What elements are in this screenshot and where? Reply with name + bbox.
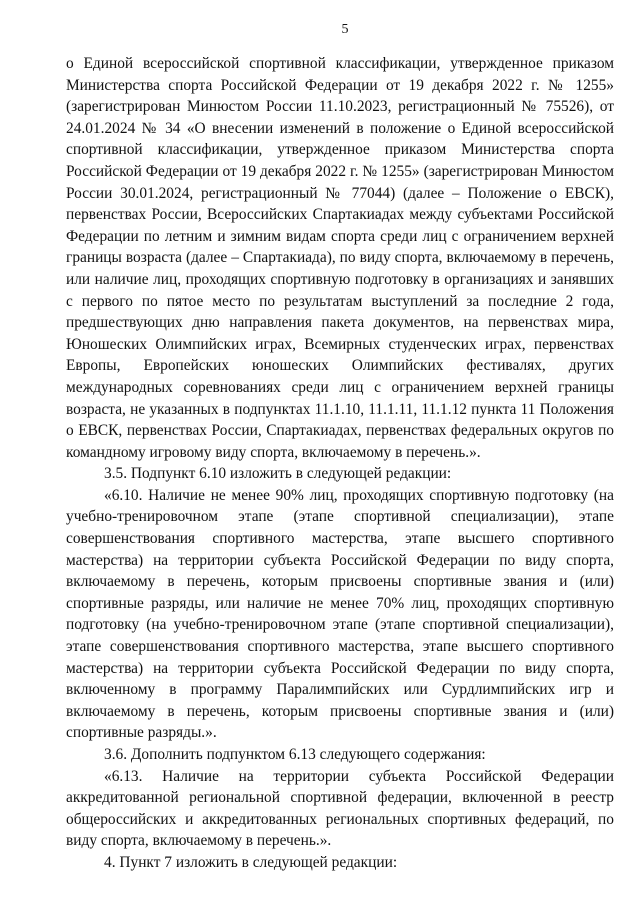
page-number: 5 bbox=[341, 22, 349, 37]
paragraph-item-4: 4. Пункт 7 изложить в следующей редакции: bbox=[104, 853, 398, 871]
document-body bbox=[66, 53, 614, 874]
paragraph-item-3-6: 3.6. Дополнить подпунктом 6.13 следующего содержания: bbox=[104, 746, 486, 763]
paragraph-continuation: о Единой всероссийской спортивной классификации, утвержденное приказом Министерства спорта Российской Федерации от 19 декабря 2022 г. № 1255» (зарегистрирован Минюстом России 11.10.2023, регистрационный № 75526), от 24.01.2024 № 34 «О внесении изменений в положение о Единой всероссийской спортивной классификации, утвержденное приказом Министерства спорта Российской Федерации от 19 декабря 2022 г. № 1255» (зарегистрирован Минюстом России 30.01.2024, регистрационный № 77044) (далее – Положение о ЕВСК), первенствах России, Всероссийских Спартакиадах между субъектами Российской Федерации по летним и зимним видам спорта среди лиц с ограничением верхней границы возраста (далее – Спартакиада), по виду спорта, включаемому в перечень, или наличие лиц, проходящих спортивную подготовку в организациях и занявших с первого по пятое место по результатам выступлений за последние 2 года, предшествующих дню направления пакета документов, на первенствах мира, Юношеских Олимпийских играх, Всемирных студенческих играх, первенствах Европы, Европейских юношеских Олимпийских фестивалях, других международных соревнованиях среди лиц с ограничением верхней границы возраста, не указанных в подпунктах 11.1.10, 11.1.11, 11.1.12 пункта 11 Положения о ЕВСК, первенствах России, Спартакиадах, первенствах федеральных округов по командному игровому виду спорта, включаемому в перечень.». bbox=[66, 55, 614, 461]
paragraph-item-6-10: «6.10. Наличие не менее 90% лиц, проходящих спортивную подготовку (на учебно-тренировочном этапе (этапе спортивной специализации), этапе совершенствования спортивного мастерства, этапе высшего спортивного мастерства) на территории субъекта Российской Федерации по виду спорта, включаемому в перечень, которым присвоены спортивные звания и (или) спортивные разряды, или наличие не менее 70% лиц, проходящих спортивную подготовку (на учебно-тренировочном этапе (этапе спортивной специализации), этапе совершенствования спортивного мастерства, этапе высшего спортивного мастерства) на территории субъекта Российской Федерации по виду спорта, включенному в программу Паралимпийских или Сурдлимпийских игр и включаемому в перечень, которым присвоены спортивные звания и (или) спортивные разряды.». bbox=[66, 486, 614, 742]
paragraph-item-3-5: 3.5. Подпункт 6.10 изложить в следующей редакции: bbox=[104, 465, 452, 483]
paragraph-item-6-13: «6.13. Наличие на территории субъекта Российской Федерации аккредитованной региональной спортивной федерации, включенной в реестр общероссийских и аккредитованных региональных спортивных федераций, по виду спорта, включаемому в перечень.». bbox=[66, 767, 614, 850]
